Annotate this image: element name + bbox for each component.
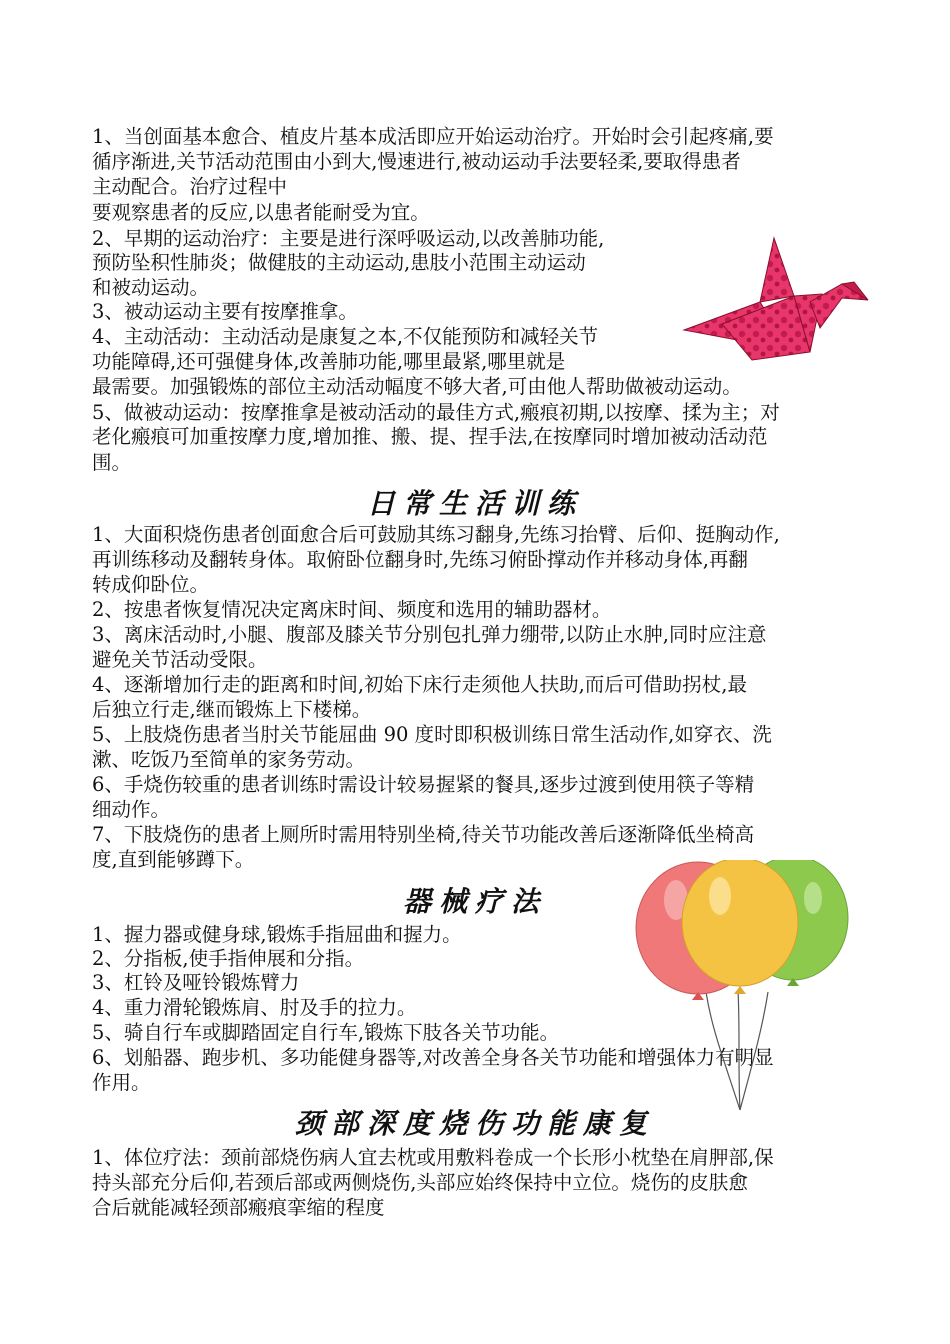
text-line: 预防坠积性肺炎；做健肢的主动运动,患肢小范围主动运动 (92, 251, 586, 274)
section-heading: 日常生活训练 (366, 487, 583, 520)
text-line: 要观察患者的反应,以患者能耐受为宜。 (92, 201, 430, 224)
section-heading: 颈部深度烧伤功能康复 (294, 1107, 655, 1140)
text-line: 围。 (92, 451, 132, 474)
text-line: 1、体位疗法：颈前部烧伤病人宜去枕或用敷料卷成一个长形小枕垫在肩胛部,保 (92, 1146, 774, 1169)
text-line: 后独立行走,继而锻炼上下楼梯。 (92, 698, 372, 721)
text-line: 3、离床活动时,小腿、腹部及膝关节分别包扎弹力绷带,以防止水肿,同时应注意 (92, 623, 767, 646)
text-line: 2、分指板,使手指伸展和分指。 (92, 947, 365, 970)
paper-crane-icon (682, 232, 872, 372)
text-line: 主动配合。治疗过程中 (92, 175, 288, 198)
text-line: 6、手烧伤较重的患者训练时需设计较易握紧的餐具,逐步过渡到使用筷子等精 (92, 773, 755, 796)
text-line: 最需要。加强锻炼的部位主动活动幅度不够大者,可由他人帮助做被动运动。 (92, 375, 742, 398)
text-line: 1、握力器或健身球,锻炼手指屈曲和握力。 (92, 923, 462, 946)
text-line: 6、划船器、跑步机、多功能健身器等,对改善全身各关节功能和增强体力有明显 (92, 1046, 774, 1069)
text-line: 作用。 (92, 1071, 151, 1094)
text-line: 4、重力滑轮锻炼肩、肘及手的拉力。 (92, 996, 417, 1019)
section-heading: 器械疗法 (402, 885, 547, 918)
text-line: 度,直到能够蹲下。 (92, 848, 255, 871)
text-line: 1、大面积烧伤患者创面愈合后可鼓励其练习翻身,先练习抬臂、后仰、挺胸动作, (92, 523, 780, 546)
text-line: 2、早期的运动治疗：主要是进行深呼吸运动,以改善肺功能, (92, 227, 605, 250)
text-line: 功能障碍,还可强健身体,改善肺功能,哪里最紧,哪里就是 (92, 350, 566, 373)
text-line: 漱、吃饭乃至简单的家务劳动。 (92, 748, 366, 771)
text-line: 4、逐渐增加行走的距离和时间,初始下床行走须他人扶助,而后可借助拐杖,最 (92, 673, 748, 696)
text-line: 4、主动活动：主动活动是康复之本,不仅能预防和减轻关节 (92, 325, 599, 348)
text-line: 合后就能减轻颈部瘢痕挛缩的程度 (92, 1196, 385, 1219)
text-line: 细动作。 (92, 798, 171, 821)
text-line: 5、上肢烧伤患者当肘关节能屈曲 90 度时即积极训练日常生活动作,如穿衣、洗 (92, 723, 772, 746)
text-line: 避免关节活动受限。 (92, 648, 268, 671)
text-line: 7、下肢烧伤的患者上厕所时需用特别坐椅,待关节功能改善后逐渐降低坐椅高 (92, 823, 755, 846)
text-line: 转成仰卧位。 (92, 573, 210, 596)
text-line: 再训练移动及翻转身体。取俯卧位翻身时,先练习俯卧撑动作并移动身体,再翻 (92, 548, 748, 571)
text-line: 5、做被动运动：按摩推拿是被动活动的最佳方式,瘢痕初期,以按摩、揉为主；对 (92, 401, 780, 424)
text-line: 和被动运动。 (92, 276, 210, 299)
text-line: 5、骑自行车或脚踏固定自行车,锻炼下肢各关节功能。 (92, 1021, 560, 1044)
text-line: 持头部充分后仰,若颈后部或两侧烧伤,头部应始终保持中立位。烧伤的皮肤愈 (92, 1171, 748, 1194)
balloons-icon (628, 860, 853, 1115)
text-line: 2、按患者恢复情况决定离床时间、频度和选用的辅助器材。 (92, 598, 612, 621)
text-line: 1、当创面基本愈合、植皮片基本成活即应开始运动治疗。开始时会引起疼痛,要 (92, 125, 774, 148)
text-line: 3、被动运动主要有按摩推拿。 (92, 300, 358, 323)
text-line: 老化瘢痕可加重按摩力度,增加推、搬、提、捏手法,在按摩同时增加被动活动范 (92, 425, 768, 448)
text-line: 3、杠铃及哑铃锻炼臂力 (92, 971, 300, 994)
text-line: 循序渐进,关节活动范围由小到大,慢速进行,被动运动手法要轻柔,要取得患者 (92, 150, 741, 173)
